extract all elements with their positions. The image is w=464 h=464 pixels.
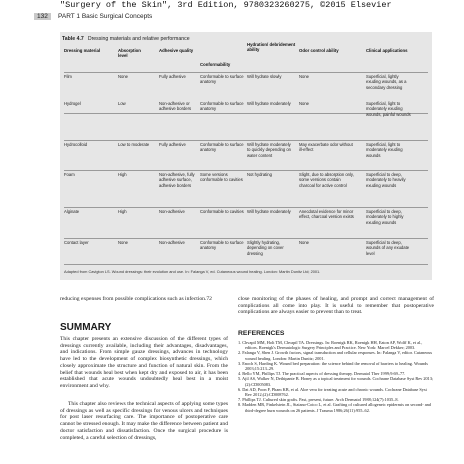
table-cell: High (118, 209, 127, 214)
summary-paragraph-1: This chapter presents an extensive discussion of the different types of dressings currently available, including their advantages, disadvantages, and indications. From simple gauze dressings, advances in technology have led to the development of complex biosynthetic dressings, which closely approximate the structure and function of natural skin. From the belief that wounds heal best when kept dry and exposed to air, it has been established that acute wounds undoubtedly heal best in a moist environment and why. (60, 336, 228, 389)
page-header (0, 13, 464, 23)
table-cell: Non-adhesive or adhesive borders (159, 101, 192, 112)
table-cell: Foam (64, 172, 75, 177)
reference-list (238, 340, 434, 413)
table-cell: Conformable to surface anatomy (200, 74, 244, 85)
table-header-cell: Hydration/ debridement ability (247, 42, 296, 53)
table-rule (64, 207, 428, 208)
table-cell: Superficial, light to moderately exuding wounds (366, 142, 403, 158)
watermark-text: "Surgery of the Skin", 3rd Edition, 9780323260275, ©2015 Elsevier (60, 0, 392, 10)
table-cell: Not hydrating (247, 172, 272, 177)
part-title: PART 1 Basic Surgical Concepts (58, 13, 153, 20)
table-cell: Non-adhesive (159, 240, 185, 245)
left-intro-paragraph: reducing expenses from possible complications such as infection.72 (60, 296, 212, 302)
reference-item: 2. Falanga V, Shen J. Growth factors, signal transduction and cellular responses. In: Falanga V, editor. Cutaneous wound healing. London: Martin Dunitz; 2001. (238, 350, 433, 361)
table-title (62, 36, 190, 42)
page-number: 132 (34, 13, 51, 20)
table-header-cell: Clinical applications (366, 48, 408, 53)
table-cell: Contact layer (64, 240, 89, 245)
table-cell: None (118, 74, 129, 79)
table-header-cell: Conformability (200, 62, 231, 67)
table-cell: Superficial to deep, moderately to highly exuding wounds (366, 209, 404, 225)
table-rule (64, 264, 428, 265)
table-header-cell: Absorption level (118, 48, 141, 59)
table-cell: Conformable to cavities (200, 209, 244, 214)
table-rule (64, 170, 428, 171)
table-cell: Non-adhesive (159, 209, 185, 214)
reference-item: 8. Madden MR, Finkelstein JL, Staiano-Coico L, et al. Grafting of cultured allogeneic epidermis on second- and third-degree burn wounds on 26 patients. J Trauma 1986;26(11):955–62. (238, 402, 431, 413)
table-cell: Conformable to surface anatomy (200, 240, 244, 251)
summary-heading: SUMMARY (60, 322, 112, 333)
reference-item: 3. Enoch S, Harding K. Wound bed preparation: the science behind the removal of barriers to healing. Wounds 2003;15:213–29. (238, 360, 428, 372)
top-banner (0, 0, 464, 12)
table-cell: Superficial to deep, moderately to heavily exuding wounds (366, 172, 406, 188)
table-header-cell: Dressing material (64, 48, 101, 53)
table-cell: May exacerbate odor without ill-effect (299, 142, 353, 153)
table-cell: Conformable to surface anatomy (200, 101, 244, 112)
table-cell: Hydrocolloid (64, 142, 88, 147)
table-label: Table 4.7 (62, 36, 84, 42)
right-intro-paragraph: close monitoring of the phases of healing, and prompt and correct management of complications all come into play. It is useful to remember that postoperative complications are always easier to prevent than to treat. (238, 296, 434, 316)
table-cell: Superficial, light to moderately exuding wounds, painful wounds (366, 101, 411, 117)
table-header-cell: Odor control ability (299, 48, 339, 53)
table-cell: Non-adhesive, fully adhesive surface, adhesive borders (159, 172, 195, 188)
references-heading: REFERENCES (238, 330, 285, 337)
table-cell: Anecdotal evidence for minor effect, charcoal version exists (299, 209, 354, 220)
table-cell: Alginate (64, 209, 80, 214)
reference-item: 6. Dat AD, Poon F, Pham KB, et al. Aloe vera for treating acute and chronic wounds. Cochrane Database Syst Rev 2012;(2):CD008762. (238, 386, 427, 398)
table-cell: Will hydrate moderately to quickly depending on water content (247, 142, 292, 158)
table-cell: Superficial, lightly exuding wounds, as a secondary dressing (366, 74, 407, 90)
table-caption: Dressing materials and relative performance (87, 36, 190, 42)
table-rule (64, 238, 428, 239)
reference-item: 1. Chvapil MM, Holt TM, Chvapil TA. Dressings. In: Roenigk RK, Roenigk HH, Eaton AP, Wolff K, et al., editors. Roenigk's Dermatologic Surgery Principles and Practice. New York: Marcel Dekker; 2003. (238, 340, 423, 351)
table-cell: High (118, 172, 127, 177)
table-cell: Fully adhesive (159, 74, 186, 79)
table-cell: Film (64, 74, 72, 79)
table-rule (64, 140, 428, 141)
reference-item: 7. Phillips TJ. Cultured skin grafts. Past, present, future. Arch Dermatol 1988;124(7):1035–8. (238, 397, 399, 403)
table-cell: Low (118, 101, 126, 106)
table-footnote: Adapted from Cavigton LS. Wound dressings: their evolution and use. In: Falanga V, ed. Cutaneous wound healing. London: Martin Dunitz Ltd; 2001. (64, 269, 321, 274)
table-cell: None (299, 74, 310, 79)
table-cell: None (299, 240, 310, 245)
table-cell: Hydrogel (64, 101, 81, 106)
reference-item: 4. Bello YM, Phillips TJ. The practical aspects of dressing therapy. Dermatol Ther 1999;9:69–77. (238, 371, 406, 377)
table-cell: Conformable to surface anatomy (200, 142, 244, 153)
table-cell: Some versions conformable to cavities (200, 172, 243, 183)
table-cell: Slightly hydrating, depending on cover dressing (247, 240, 284, 256)
table-cell: Will hydrate moderately (247, 101, 291, 106)
table-cell: Superficial to deep, wounds of any exudate level (366, 240, 410, 256)
reference-item: 5. Ajil AS, Walker N, Dethipante B. Honey as a topical treatment for wounds. Cochrane Database Syst Rev 2013;(2):CD005083. (238, 376, 434, 387)
table-cell: None (118, 240, 129, 245)
table-cell: None (299, 101, 310, 106)
table-cell: Will hydrate moderately (247, 209, 291, 214)
table-header-cell: Adhesive quality (159, 48, 194, 53)
summary-paragraph-2: This chapter also reviews the technical aspects of applying some types of dressings as well as specific dressings for venous ulcers and techniques for post laser resurfacing care. The importance of postoperative care cannot be stressed enough. It may make the difference between patient and doctor satisfaction and dissatisfaction. Once the surgical procedure is completed, a careful selection of dressings, (60, 401, 228, 441)
table-rule (64, 72, 428, 73)
table-cell: Low to moderate (118, 142, 150, 147)
table-cell: Fully adhesive (159, 142, 186, 147)
table-cell: Slight, due to absorption only, some versions contain charcoal for active control (299, 172, 354, 188)
table-cell: Will hydrate slowly (247, 74, 282, 79)
